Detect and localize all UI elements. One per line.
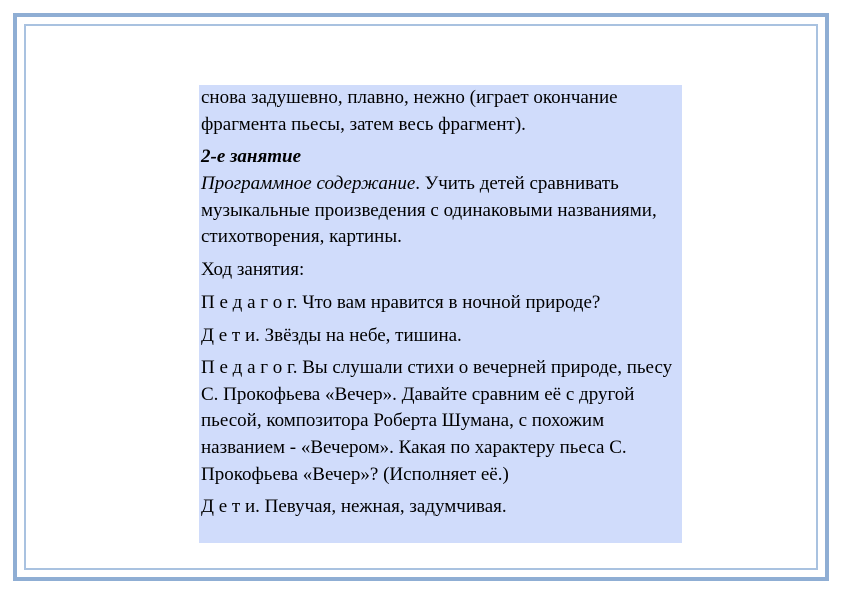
paragraph-program <box>201 171 680 251</box>
program-label: Программное содержание <box>201 172 416 194</box>
paragraph-intro: снова задушевно, плавно, нежно (играет окончание фрагмента пьесы, затем весь фрагмент). <box>201 87 618 135</box>
paragraph-children-1: Д е т и. Звёзды на небе, тишина. <box>201 324 462 346</box>
paragraph-course: Ход занятия: <box>201 258 305 280</box>
program-text: . Учить детей сравнивать музыкальные произведения с одинаковыми названиями, стихотворения, картины. <box>201 172 657 248</box>
lesson-text-block <box>199 85 682 543</box>
paragraph-teacher-1: П е д а г о г. Что вам нравится в ночной природе? <box>201 291 601 313</box>
paragraph-children-2: Д е т и. Певучая, нежная, задумчивая. <box>201 496 507 518</box>
paragraph-teacher-2: П е д а г о г. Вы слушали стихи о вечерней природе, пьесу С. Прокофьева «Вечер». Давайте сравним её с другой пьесой, композитора Роберта Шумана, с похожим названием - «Вечером». Какая по характеру пьеса С. Прокофьева «Вечер»? (Исполняет её.) <box>201 357 673 485</box>
lesson-heading: 2-е занятие <box>201 146 302 168</box>
